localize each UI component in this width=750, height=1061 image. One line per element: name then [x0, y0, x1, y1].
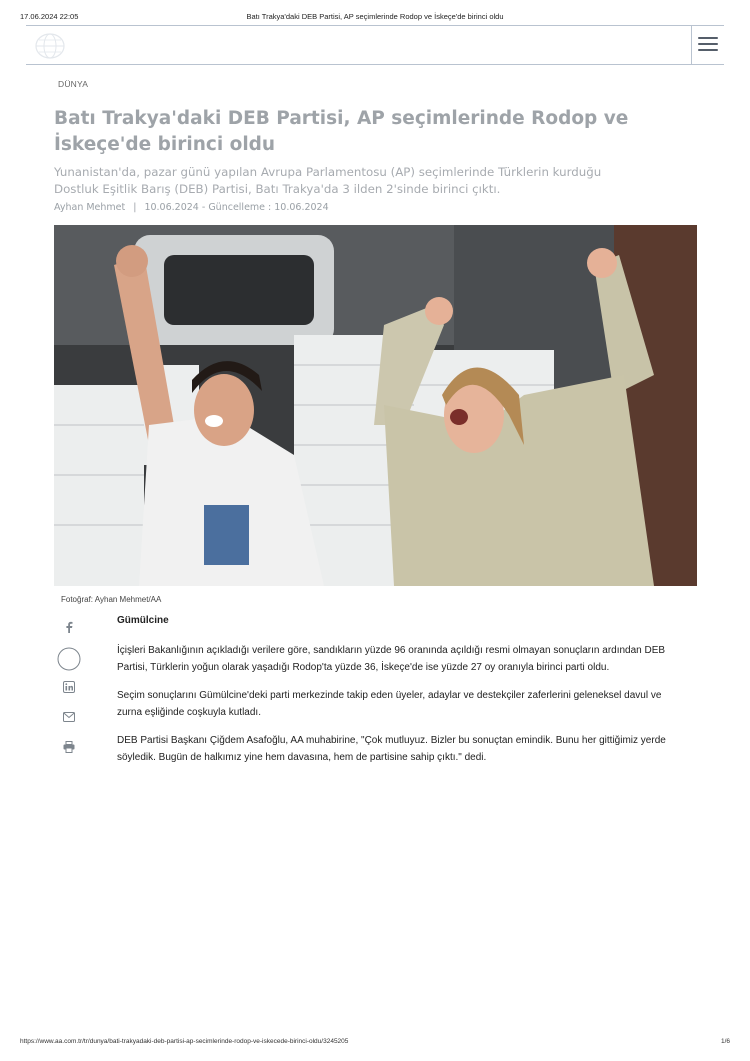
article-body — [117, 612, 677, 777]
print-datetime: 17.06.2024 22:05 — [20, 12, 79, 21]
body-paragraph: Seçim sonuçlarını Gümülcine'deki parti merkezinde takip eden üyeler, adaylar ve destekçiler zaferlerini geleneksel davul ve zurna eşliğinde coşkuyla kutladı. — [117, 689, 662, 718]
menu-divider — [691, 26, 692, 65]
dateline-location: Gümülcine — [117, 615, 169, 626]
hamburger-menu-icon[interactable] — [698, 37, 718, 53]
aa-logo-icon[interactable] — [34, 32, 66, 60]
page-number: 1/6 — [720, 1038, 730, 1045]
category-label[interactable]: DÜNYA — [58, 79, 89, 89]
byline-separator: | — [133, 202, 137, 213]
site-header — [26, 25, 724, 65]
author-name[interactable]: Ayhan Mehmet — [54, 202, 126, 213]
print-document-title: Batı Trakya'daki DEB Partisi, AP seçimlerinde Rodop ve İskeçe'de birinci oldu — [246, 12, 504, 21]
photo-caption: Fotoğraf: Ayhan Mehmet/AA — [61, 595, 162, 604]
article-photo — [54, 225, 697, 586]
twitter-icon[interactable] — [57, 647, 81, 671]
linkedin-icon[interactable] — [57, 677, 81, 697]
print-url: https://www.aa.com.tr/tr/dunya/bati-trakyadaki-deb-partisi-ap-secimlerinde-rodop-ve-iskecede-birinci-oldu/3245205 — [20, 1038, 349, 1045]
article-summary: Yunanistan'da, pazar günü yapılan Avrupa Parlamentosu (AP) seçimlerinde Türklerin kurduğu Dostluk Eşitlik Barış (DEB) Partisi, Batı Trakya'da 3 ilden 2'sinde birinci çıktı. — [54, 165, 602, 196]
print-header — [20, 12, 730, 24]
body-paragraph: İçişleri Bakanlığının açıkladığı verilere göre, sandıkların yüzde 96 oranında açıldığı resmi olmayan sonuçların ardından DEB Partisi, Türklerin yoğun olarak yaşadığı Rodop'ta yüzde 36, İskeçe'de ise yüzde 27 oy oranıyla birinci parti oldu. — [117, 644, 666, 673]
facebook-icon[interactable] — [57, 617, 81, 637]
email-icon[interactable] — [57, 707, 81, 727]
print-footer — [20, 1038, 730, 1050]
byline — [54, 202, 329, 213]
print-icon[interactable] — [57, 737, 81, 757]
article-headline: Batı Trakya'daki DEB Partisi, AP seçimlerinde Rodop ve İskeçe'de birinci oldu — [54, 108, 629, 155]
body-paragraph: DEB Partisi Başkanı Çiğdem Asafoğlu, AA muhabirine, "Çok mutluyuz. Bizler bu sonuçtan emindik. Bunu her gittiğimiz yerde söyledik. Bugün de halkımız yine hem davasına, hem de partisine sahip çıktı." dedi. — [117, 734, 666, 763]
publish-dates: 10.06.2024 - Güncelleme : 10.06.2024 — [144, 202, 329, 213]
